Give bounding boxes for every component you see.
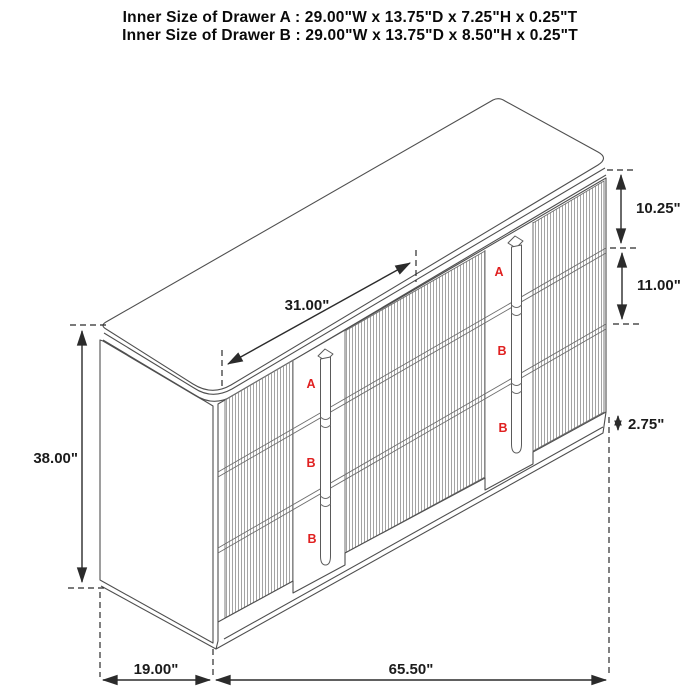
left-drawer-b1-label: B xyxy=(306,456,316,470)
right-drawer-a-label: A xyxy=(494,265,504,279)
drawer-front-height-dimensions xyxy=(607,170,681,324)
base-height-dimension xyxy=(618,416,664,433)
door-width-value: 31.00" xyxy=(284,297,330,314)
left-handle xyxy=(318,349,333,565)
right-handle-bar xyxy=(512,245,522,453)
right-drawer-b2-label: B xyxy=(498,421,508,435)
top-drawer-height-value: 10.25" xyxy=(636,200,681,217)
total-height-dimension xyxy=(33,325,106,588)
right-fluted-drawer-front xyxy=(533,181,604,451)
left-drawer-a-label: A xyxy=(306,377,316,391)
drawer-b-inner-size: Inner Size of Drawer B : 29.00"W x 13.75"D x 8.50"H x 0.25"T xyxy=(122,26,578,44)
base-height-value: 2.75" xyxy=(628,416,665,433)
middle-drawer-height-value: 11.00" xyxy=(637,277,681,294)
cabinet-drawing xyxy=(100,99,606,649)
depth-value: 19.00" xyxy=(133,661,179,678)
total-width-value: 65.50" xyxy=(388,661,434,678)
left-handle-bar xyxy=(321,357,331,565)
drawer-a-inner-size: Inner Size of Drawer A : 29.00"W x 13.75"D x 7.25"H x 0.25"T xyxy=(122,9,578,26)
left-drawer-b2-label: B xyxy=(307,532,317,546)
left-fluted-drawer-front xyxy=(225,360,293,618)
right-drawer-b1-label: B xyxy=(497,344,507,358)
total-height-value: 38.00" xyxy=(33,450,78,467)
